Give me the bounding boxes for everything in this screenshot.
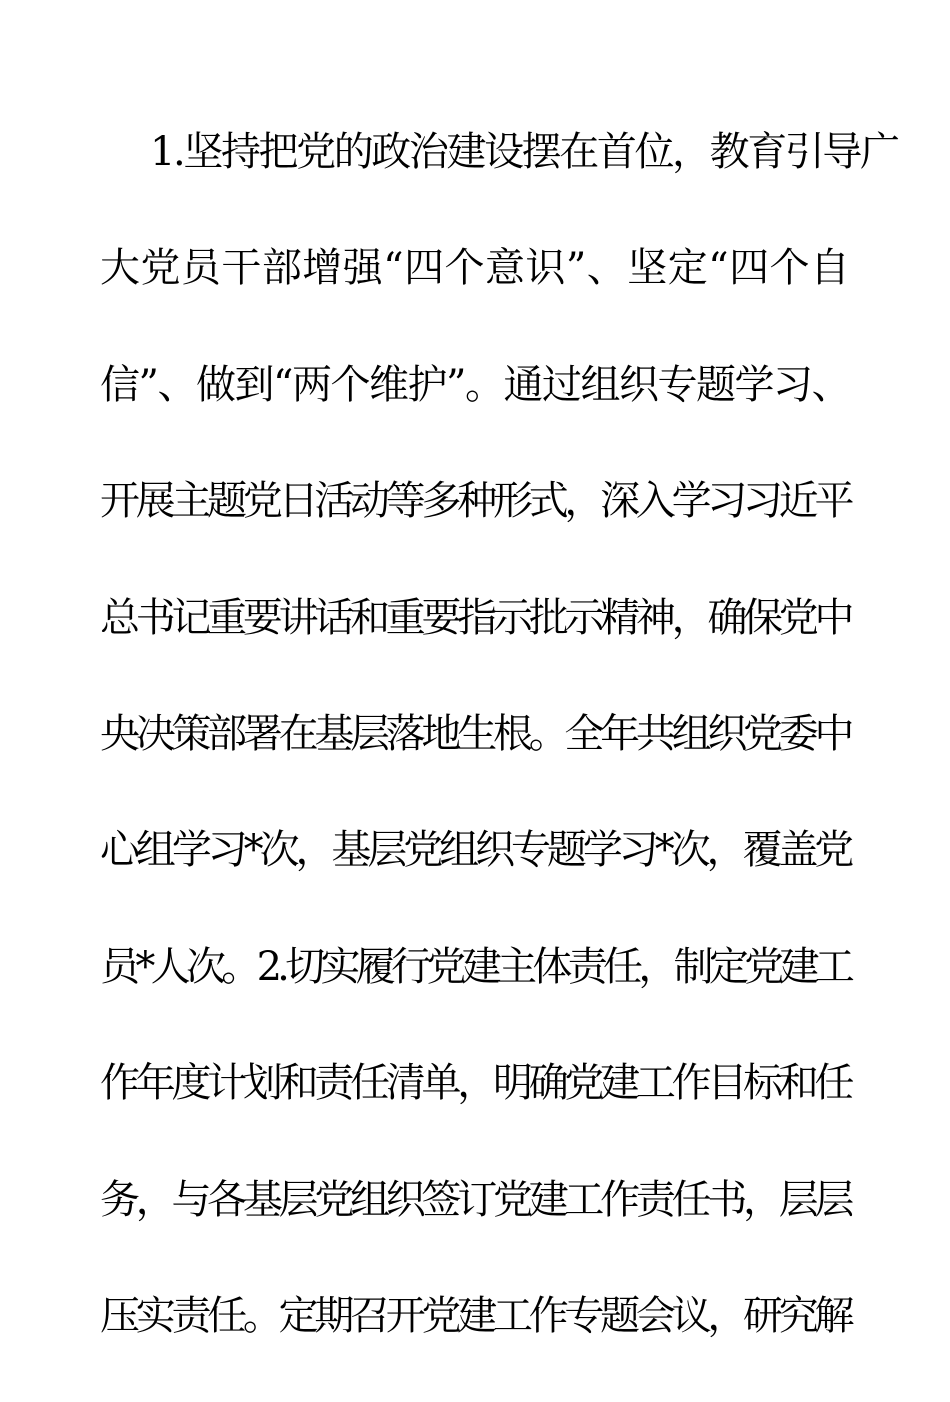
text-line-6: 央决策部署在基层落地生根。全年共组织党委中 [100, 710, 850, 757]
text-line-8: 员*人次。2.切实履行党建主体责任，制定党建工 [100, 943, 850, 990]
text-line-2: 大党员干部增强“四个意识”、坚定“四个自 [100, 245, 850, 292]
text-line-1: 1.坚持把党的政治建设摆在首位，教育引导广 [150, 129, 898, 175]
text-line-3: 信”、做到“两个维护”。通过组织专题学习、 [100, 361, 850, 408]
text-line-4: 开展主题党日活动等多种形式，深入学习习近平 [100, 478, 850, 525]
body-text [100, 122, 898, 1402]
text-line-9: 作年度计划和责任清单，明确党建工作目标和任 [100, 1060, 850, 1107]
text-line-5: 总书记重要讲话和重要指示批示精神，确保党中 [100, 594, 850, 641]
text-line-11: 压实责任。定期召开党建工作专题会议，研究解 [100, 1292, 850, 1339]
text-line-10: 务，与各基层党组织签订党建工作责任书，层层 [100, 1176, 850, 1223]
text-line-7: 心组学习*次，基层党组织专题学习*次，覆盖党 [100, 827, 850, 874]
